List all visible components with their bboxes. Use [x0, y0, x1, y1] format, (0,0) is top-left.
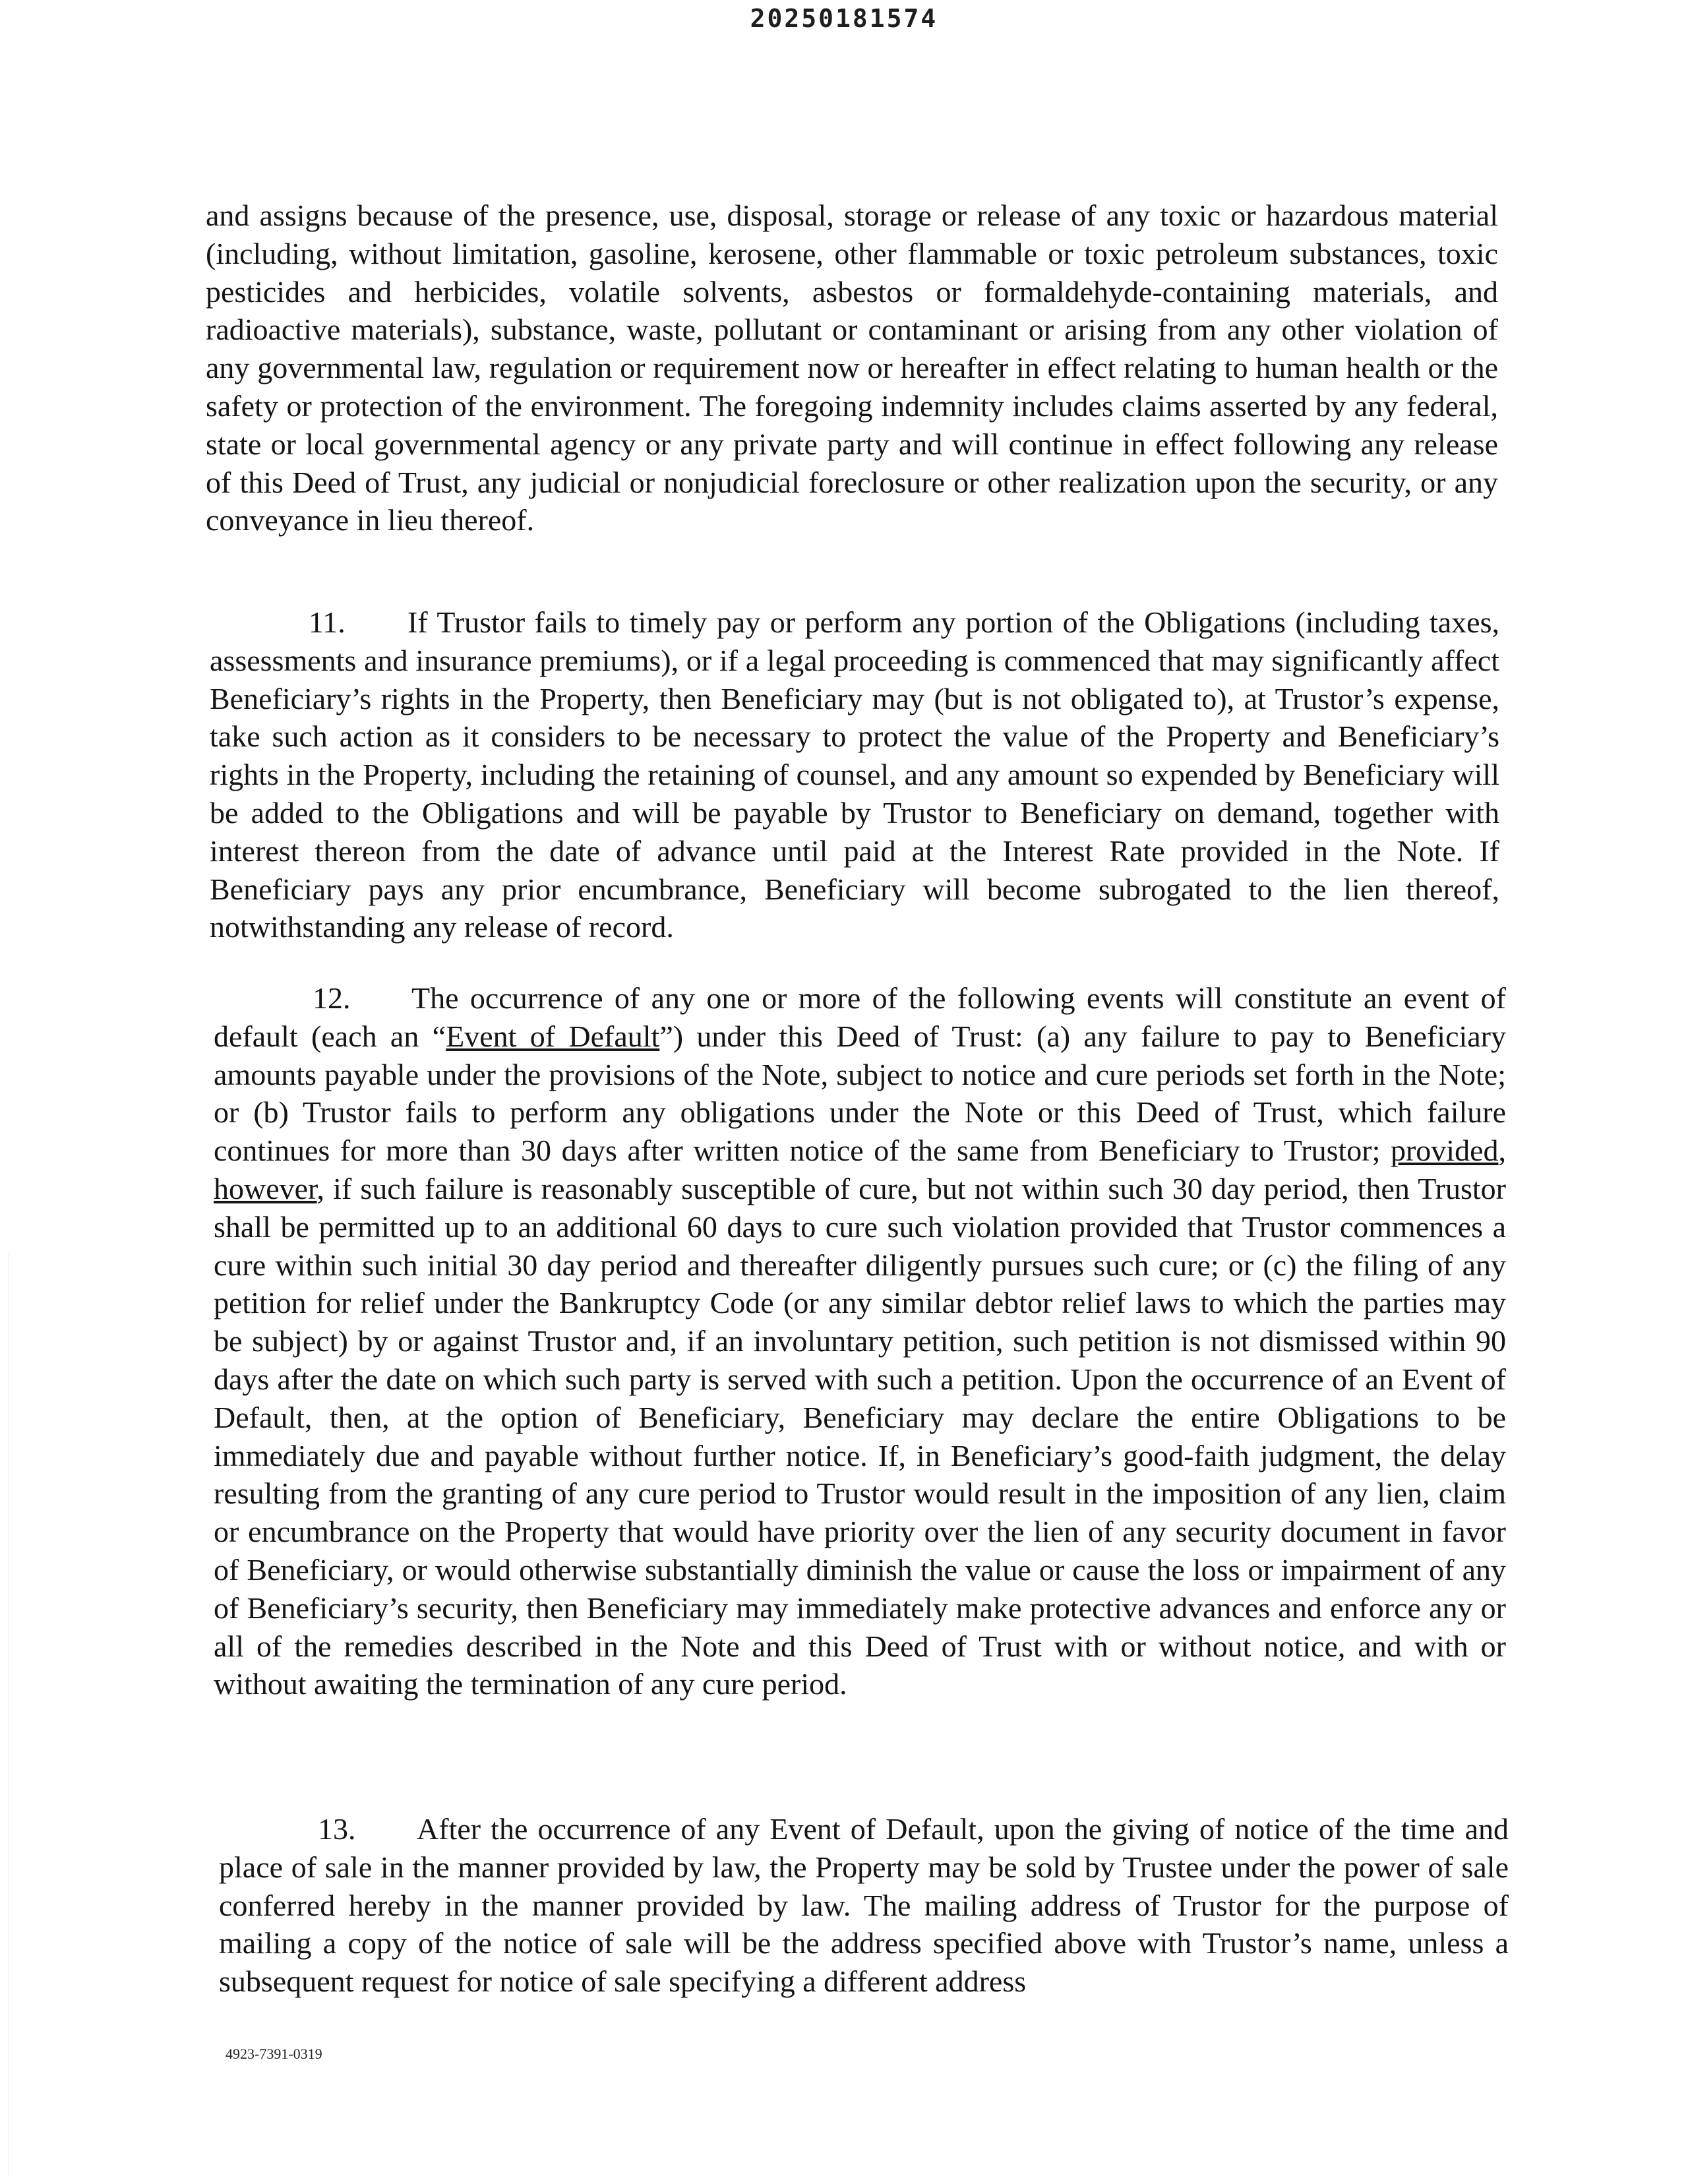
paragraph-number: 11.: [309, 605, 346, 639]
term-however: however: [214, 1171, 317, 1205]
paragraph-11: [210, 603, 1499, 946]
paragraph-text: If Trustor fails to timely pay or perform any portion of the Obligations (including taxes, assessments and insurance premiums), or if a legal proceeding is commenced that may significantly affect Beneficiary’s rights in the Property, then Beneficiary may (but is not obligated to), at Trustor’s expense, take such action as it considers to be necessary to protect the value of the Property and Beneficiary’s rights in the Property, including the retaining of counsel, and any amount so expended by Beneficiary will be added to the Obligations and will be payable by Trustor to Beneficiary on demand, together with interest thereon from the date of advance until paid at the Interest Rate provided in the Note. If Beneficiary pays any prior encumbrance, Beneficiary will become subrogated to the lien thereof, notwithstanding any release of record.: [210, 605, 1499, 944]
paragraph-text: and assigns because of the presence, use, disposal, storage or release of any toxic or hazardous material (including, without limitation, gasoline, kerosene, other flammable or toxic petroleum substances, toxic pesticides and herbicides, volatile solvents, asbestos or formaldehyde-containing materials, and radioactive materials), substance, waste, pollutant or contaminant or arising from any other violation of any governmental law, regulation or requirement now or hereafter in effect relating to human health or the safety or protection of the environment. The foregoing indemnity includes claims asserted by any federal, state or local governmental agency or any private party and will continue in effect following any release of this Deed of Trust, any judicial or nonjudicial foreclosure or other realization upon the security, or any conveyance in lieu thereof.: [206, 198, 1498, 537]
document-code: 4923-7391-0319: [226, 2046, 322, 2062]
paragraph-continuation: [206, 197, 1498, 539]
paragraph-text: ”) under this Deed of Trust: (a) any failure to pay to Beneficiary amounts payable under the provisions of the Note, subject to notice and cure periods set forth in the Note; or (b) Trustor fails to perform any obligations under the Note or this Deed of Trust, which failure continues for more than 30 days after written notice of the same from Beneficiary to Trustor;: [214, 1019, 1507, 1168]
term-provided: provided: [1390, 1134, 1499, 1168]
paragraph-text: , if such failure is reasonably susceptible of cure, but not within such 30 day period, then Trustor shall be permitted up to an additional 60 days to cure such violation provided that Trustor commences a cure within such initial 30 day period and thereafter diligently pursues such cure; or (c) the filing of any petition for relief under the Bankruptcy Code (or any similar debtor relief laws to which the parties may be subject) by or against Trustor and, if an involuntary petition, such petition is not dismissed within 90 days after the date on which such party is served with such a petition. Upon the occurrence of an Event of Default, then, at the option of Beneficiary, Beneficiary may declare the entire Obligations to be immediately due and payable without further notice. If, in Beneficiary’s good-faith judgment, the delay resulting from the granting of any cure period to Trustor would result in the imposition of any lien, claim or encumbrance on the Property that would have priority over the lien of any security document in favor of Beneficiary, or would otherwise substantially diminish the value or cause the loss or impairment of any of Beneficiary’s security, then Beneficiary may immediately make protective advances and enforce any or all of the remedies described in the Note and this Deed of Trust with or without notice, and with or without awaiting the termination of any cure period.: [214, 1171, 1506, 1701]
paragraph-number: 12.: [313, 981, 351, 1015]
paragraph-text: ,: [1498, 1134, 1506, 1168]
paragraph-text: The occurrence of any one or more of the following events will constitute an event of default (each an “: [214, 981, 1506, 1053]
recording-number: 20250181574: [750, 4, 938, 33]
paragraph-13: [219, 1810, 1509, 2001]
paragraph-12: [214, 979, 1506, 1703]
paragraph-number: 13.: [318, 1812, 356, 1846]
defined-term-event-of-default: Event of Default: [446, 1019, 660, 1053]
paragraph-text: After the occurrence of any Event of Default, upon the giving of notice of the time and place of sale in the manner provided by law, the Property may be sold by Trustee under the power of sale conferred hereby in the manner provided by law. The mailing address of Trustor for the purpose of mailing a copy of the notice of sale will be the address specified above with Trustor’s name, unless a subsequent request for notice of sale specifying a different address: [219, 1812, 1509, 1999]
